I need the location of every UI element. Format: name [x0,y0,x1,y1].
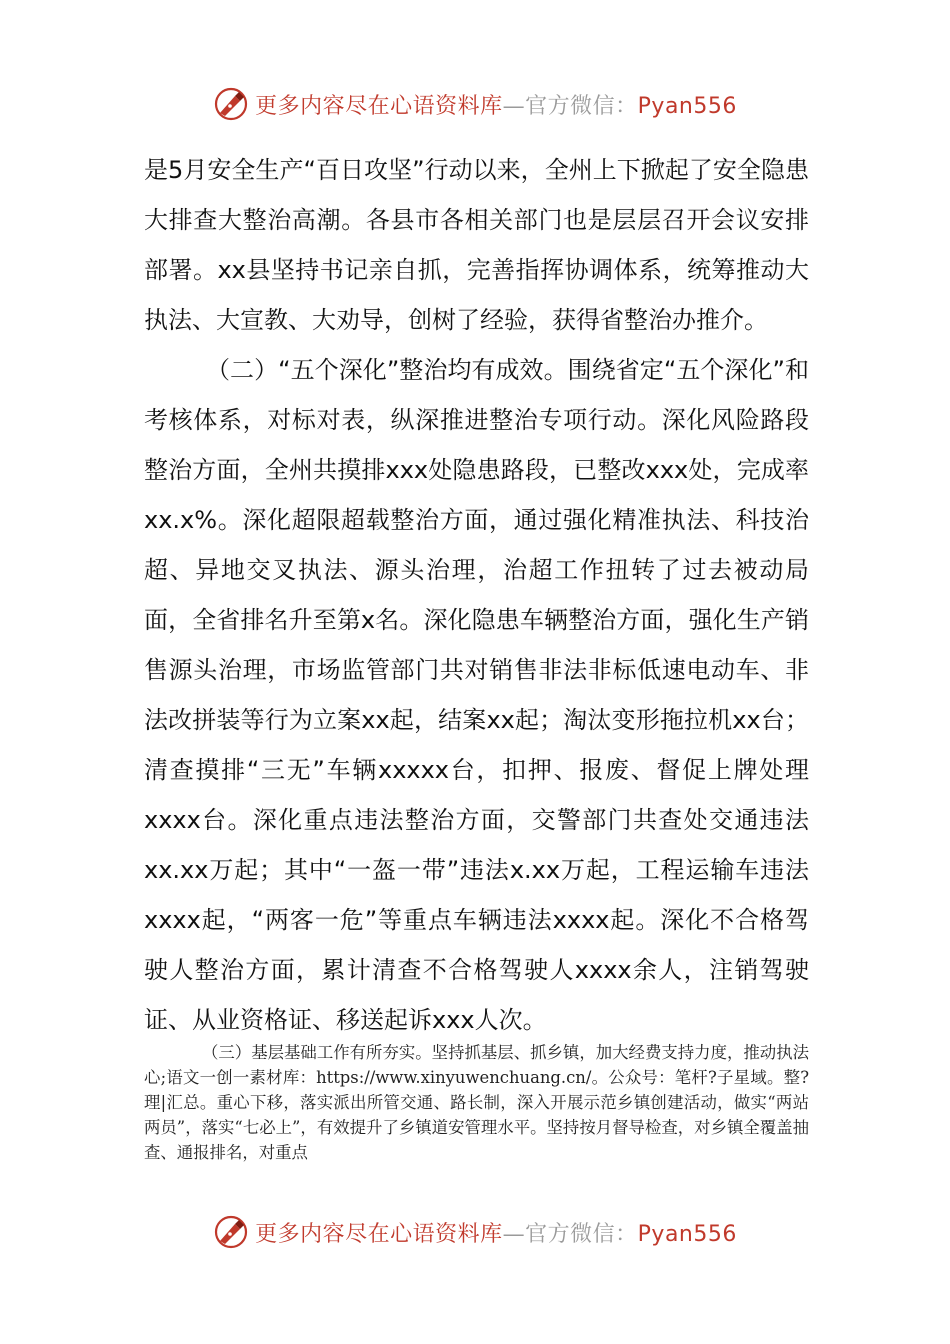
document-body-small [144,1040,809,1165]
paragraph-continuation: 是5月安全生产“百日攻坚”行动以来，全州上下掀起了安全隐患大排查大整治高潮。各县市各相关部门也是层层召开会议安排部署。xx县坚持书记亲自抓，完善指挥协调体系，统筹推动大执法、大宣教、大劝导，创树了经验，获得省整治办推介。 [144,156,809,334]
watermark-account: Pyan556 [637,93,737,119]
watermark-main: 更多内容尽在心语资料库 [255,93,503,119]
pen-nib-logo-icon [213,86,249,122]
watermark-main: 更多内容尽在心语资料库 [255,1221,503,1247]
watermark-label: 官方微信： [525,1221,638,1247]
pen-nib-logo-icon [213,1214,249,1250]
paragraph-section-three: （三）基层基础工作有所夯实。坚持抓基层、抓乡镇，加大经费支持力度，推动执法心;语文一创一素材库：https://www.xinyuwenchuang.cn/。公众号：笔杆?子星域。整?理|汇总。重心下移，落实派出所管交通、路长制，深入开展示范乡镇创建活动，做实“两站两员”，落实“七必上”，有效提升了乡镇道安管理水平。坚持按月督导检查，对乡镇全覆盖抽查、通报排名，对重点 [144,1043,809,1162]
footer-watermark [0,1208,950,1256]
header-watermark [0,80,950,128]
watermark-separator: — [502,1221,526,1247]
watermark-label: 官方微信： [525,93,638,119]
watermark-account: Pyan556 [637,1221,737,1247]
watermark-separator: — [502,93,526,119]
watermark-text [255,89,737,120]
document-body [144,145,809,1045]
paragraph-section-two: （二）“五个深化”整治均有成效。围绕省定“五个深化”和考核体系，对标对表，纵深推进整治专项行动。深化风险路段整治方面，全州共摸排xxx处隐患路段，已整改xxx处，完成率xx.x%。深化超限超载整治方面，通过强化精准执法、科技治超、异地交叉执法、源头治理，治超工作扭转了过去被动局面，全省排名升至第x名。深化隐患车辆整治方面，强化生产销售源头治理，市场监管部门共对销售非法非标低速电动车、非法改拼装等行为立案xx起，结案xx起；淘汰变形拖拉机xx台；清查摸排“三无”车辆xxxxx台，扣押、报废、督促上牌处理xxxx台。深化重点违法整治方面，交警部门共查处交通违法xx.xx万起；其中“一盔一带”违法x.xx万起，工程运输车违法xxxx起，“两客一危”等重点车辆违法xxxx起。深化不合格驾驶人整治方面，累计清查不合格驾驶人xxxx余人，注销驾驶证、从业资格证、移送起诉xxx人次。 [144,356,809,1034]
watermark-text [255,1217,737,1248]
